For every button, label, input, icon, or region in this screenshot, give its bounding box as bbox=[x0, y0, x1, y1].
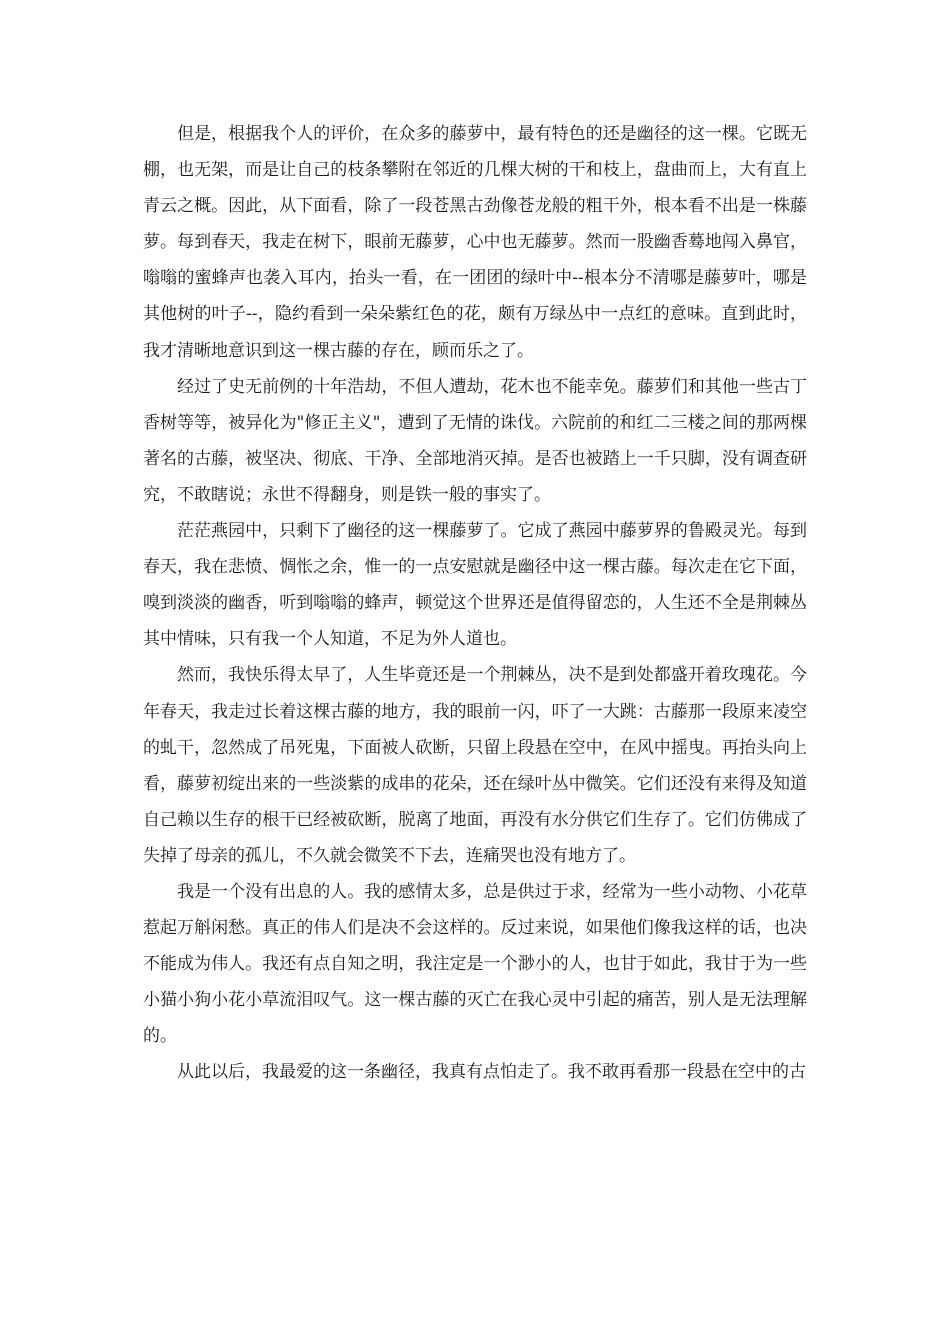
paragraph-4: 然而，我快乐得太早了，人生毕竟还是一个荆棘丛，决不是到处都盛开着玫瑰花。今年春天，我走过长着这棵古藤的地方，我的眼前一闪，吓了一大跳：古藤那一段原来凌空的虬干，忽然成了吊死鬼，下面被人砍断，只留上段悬在空中，在风中摇曳。再抬头向上看，藤萝初绽出来的一些淡紫的成串的花朵，还在绿叶丛中微笑。它们还没有来得及知道自己赖以生存的根干已经被砍断，脱离了地面，再没有水分供它们生存了。它们仿佛成了失掉了母亲的孤儿，不久就会微笑不下去，连痛哭也没有地方了。 bbox=[143, 665, 807, 866]
paragraph-6: 从此以后，我最爱的这一条幽径，我真有点怕走了。我不敢再看那一段悬在空中的古 bbox=[177, 1062, 806, 1083]
paragraph-5: 我是一个没有出息的人。我的感情太多，总是供过于求，经常为一些小动物、小花草惹起万斛闲愁。真正的伟人们是决不会这样的。反过来说，如果他们像我这样的话，也决不能成为伟人。我还有点自知之明，我注定是一个渺小的人，也甘于如此，我甘于为一些小猫小狗小花小草流泪叹气。这一棵古藤的灭亡在我心灵中引起的痛苦，别人是无法理解的。 bbox=[143, 881, 807, 1047]
paragraph-3: 茫茫燕园中，只剩下了幽径的这一棵藤萝了。它成了燕园中藤萝界的鲁殿灵光。每到春天，我在悲愤、惆怅之余，惟一的一点安慰就是幽径中这一棵古藤。每次走在它下面，嗅到淡淡的幽香，听到嗡嗡的蜂声，顿觉这个世界还是值得留恋的，人生还不全是荆棘丛其中情味，只有我一个人知道，不足为外人道也。 bbox=[143, 521, 807, 650]
body-text bbox=[143, 116, 807, 1091]
paragraph-2: 经过了史无前例的十年浩劫，不但人遭劫，花木也不能幸免。藤萝们和其他一些古丁香树等等，被异化为"修正主义"，遭到了无情的诛伐。六院前的和红二三楼之间的那两棵著名的古藤，被坚决、彻底、干净、全部地消灭掉。是否也被踏上一千只脚，没有调查研究，不敢瞎说；永世不得翻身，则是铁一般的事实了。 bbox=[143, 376, 807, 505]
paragraph-1: 但是，根据我个人的评价，在众多的藤萝中，最有特色的还是幽径的这一棵。它既无棚，也无架，而是让自己的枝条攀附在邻近的几棵大树的干和枝上，盘曲而上，大有直上青云之概。因此，从下面看，除了一段苍黑古劲像苍龙般的粗干外，根本看不出是一株藤萝。每到春天，我走在树下，眼前无藤萝，心中也无藤萝。然而一股幽香蓦地闯入鼻官，嗡嗡的蜜蜂声也袭入耳内，抬头一看，在一团团的绿叶中--根本分不清哪是藤萝叶，哪是其他树的叶子--，隐约看到一朵朵紫红色的花，颇有万绿丛中一点红的意味。直到此时，我才清晰地意识到这一棵古藤的存在，顾而乐之了。 bbox=[143, 124, 807, 361]
